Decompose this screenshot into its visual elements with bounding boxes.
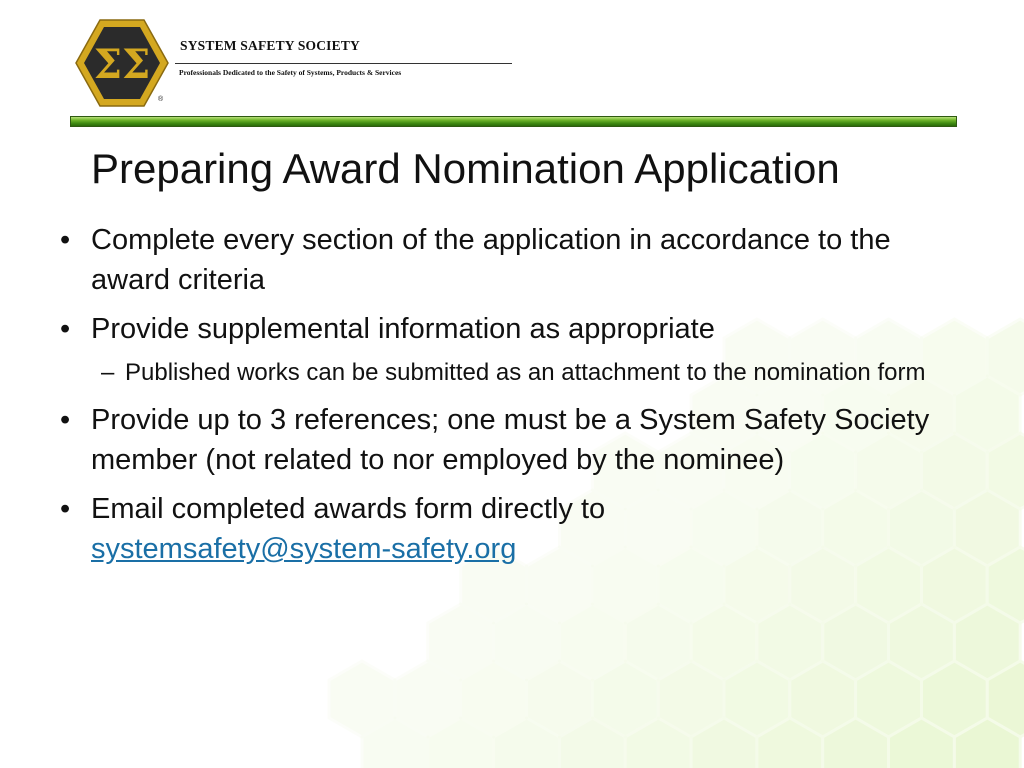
bullet-list — [60, 220, 970, 578]
bullet-glyph: • — [60, 224, 71, 256]
bullet-glyph: • — [60, 404, 71, 436]
org-name: SYSTEM SAFETY SOCIETY — [180, 38, 360, 53]
bullet-glyph: • — [60, 493, 71, 525]
bullet-text: Provide supplemental information as appropriate — [91, 313, 715, 345]
org-tagline: Professionals Dedicated to the Safety of Systems, Products & Services — [179, 68, 402, 77]
sub-bullet-item — [60, 356, 970, 390]
bullet-text: Provide up to 3 references; one must be a System Safety Society member (not related to nor employed by the nominee) — [91, 404, 930, 476]
header-rule — [175, 63, 512, 64]
bullet-item — [60, 400, 970, 480]
email-link[interactable]: systemsafety@system-safety.org — [91, 533, 517, 565]
bullet-text: Complete every section of the application in accordance to the award criteria — [91, 224, 891, 296]
society-logo — [74, 18, 170, 108]
header-green-bar — [70, 116, 957, 127]
logo-sigma-symbol: ΣΣ — [93, 41, 151, 88]
registered-mark: ® — [158, 96, 164, 103]
bullet-item — [60, 220, 970, 300]
bullet-glyph: • — [60, 313, 71, 345]
bullet-item — [60, 489, 970, 569]
bullet-item — [60, 309, 970, 349]
sub-bullet-text: Published works can be submitted as an attachment to the nomination form — [125, 359, 926, 386]
slide-title: Preparing Award Nomination Application — [91, 145, 840, 192]
sub-bullet-dash: – — [101, 359, 115, 386]
bullet-text: Email completed awards form directly to — [91, 493, 606, 525]
